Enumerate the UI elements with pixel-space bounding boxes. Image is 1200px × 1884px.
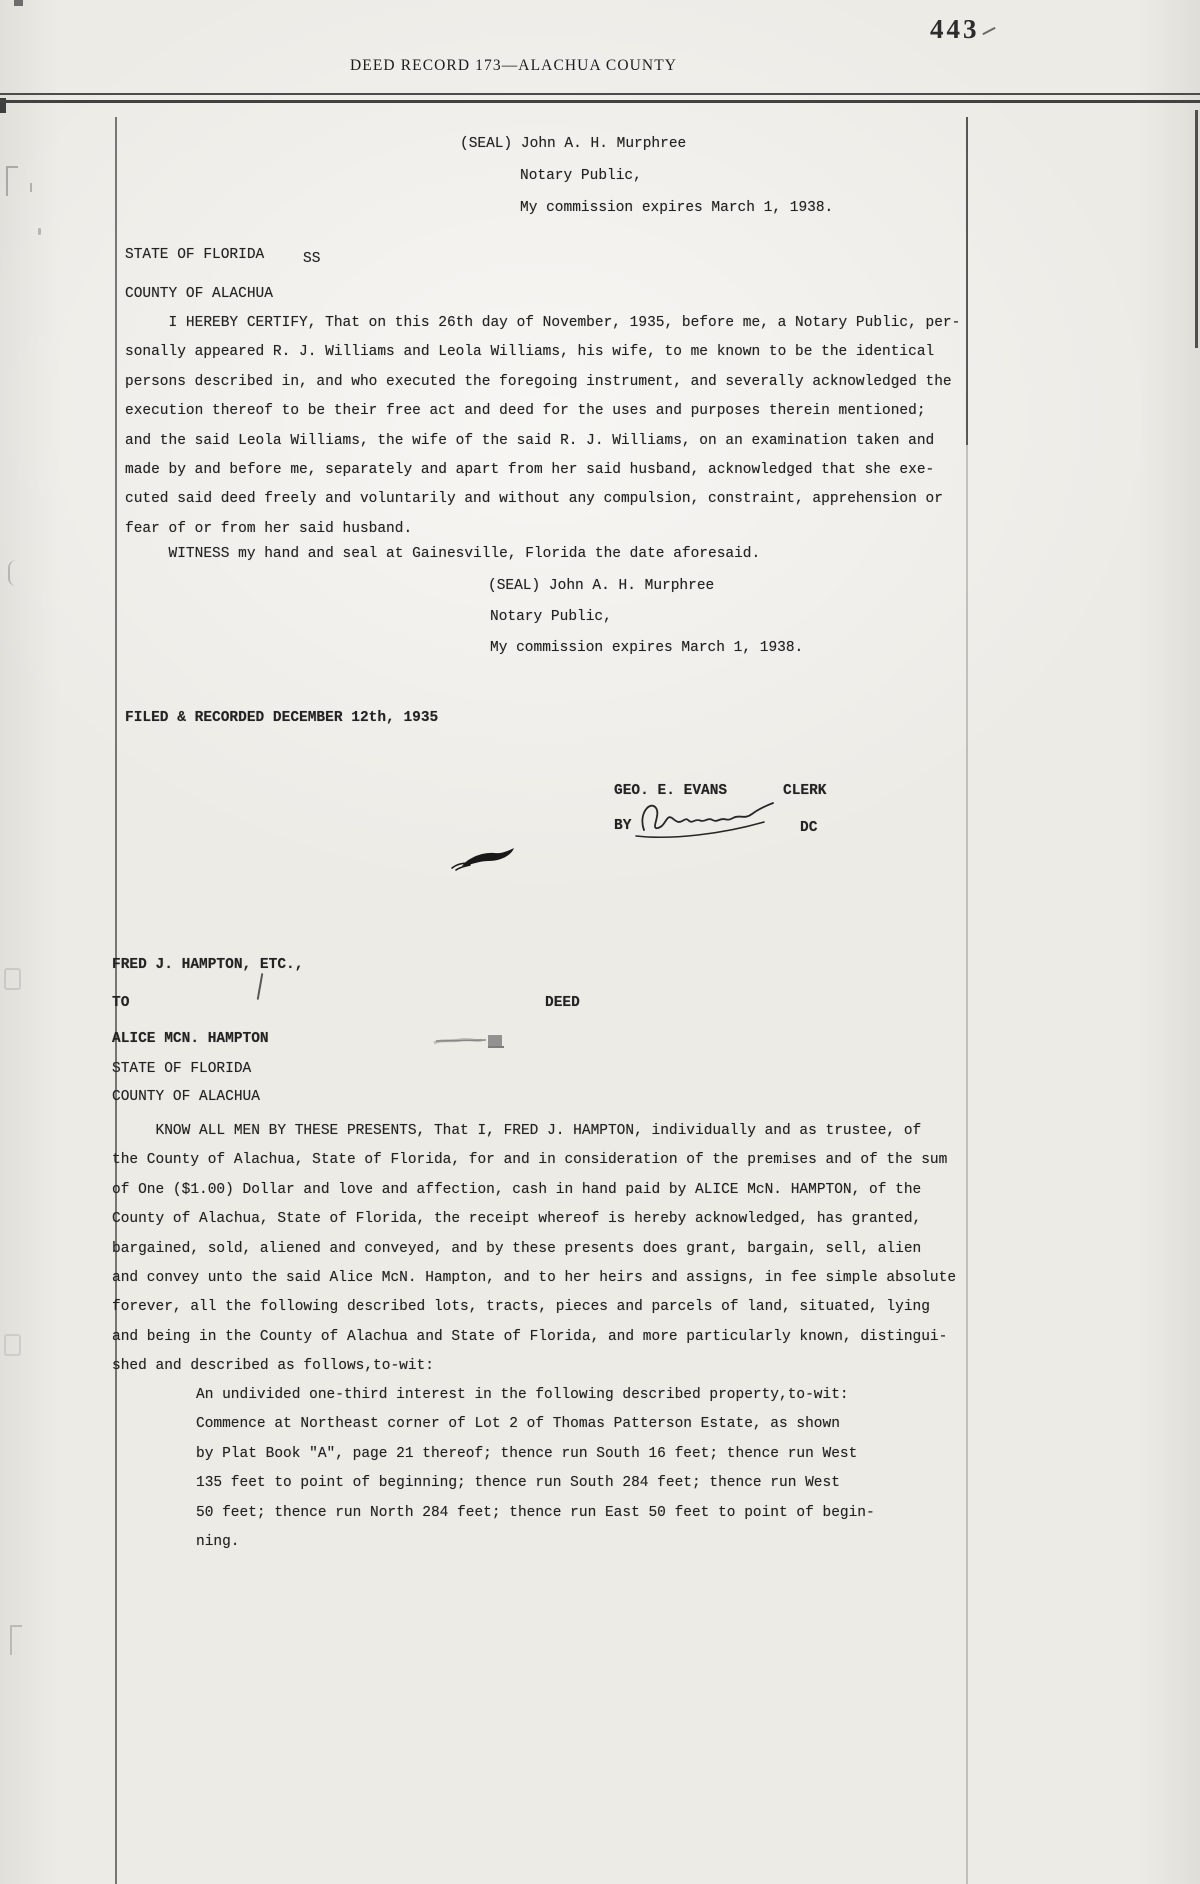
state-heading: STATE OF FLORIDA: [125, 247, 265, 263]
county-heading: COUNTY OF ALACHUA: [125, 286, 273, 302]
notary-title-line: Notary Public,: [520, 168, 642, 184]
text-line: made by and before me, separately and apart from her said husband, acknowledged that she exe-: [125, 462, 935, 479]
deed-body-paragraph: [112, 1117, 956, 1382]
by-label: BY: [614, 818, 632, 834]
scan-artifact: [14, 0, 23, 6]
grantee-name: ALICE MCN. HAMPTON: [112, 1031, 269, 1047]
document-type-label: DEED: [545, 995, 580, 1011]
clerk-signature: [632, 796, 782, 849]
text-line: and being in the County of Alachua and State of Florida, and more particularly known, distingui-: [112, 1328, 948, 1345]
notary-title-line: Notary Public,: [490, 609, 612, 625]
state-heading: STATE OF FLORIDA: [112, 1061, 252, 1077]
notary-commission-line: My commission expires March 1, 1938.: [490, 640, 804, 656]
county-heading: COUNTY OF ALACHUA: [112, 1089, 260, 1105]
notary-seal-line: (SEAL) John A. H. Murphree: [460, 136, 687, 152]
clerk-title: CLERK: [783, 783, 827, 799]
pen-mark: [257, 973, 264, 1000]
to-label: TO: [112, 995, 130, 1011]
header-rule: [0, 93, 1200, 103]
witness-line: WITNESS my hand and seal at Gainesville, Florida the date aforesaid.: [125, 546, 761, 562]
text-line: shed and described as follows,to-wit:: [112, 1358, 434, 1375]
clerk-name: GEO. E. EVANS: [614, 783, 728, 799]
filed-recorded-line: FILED & RECORDED DECEMBER 12th, 1935: [125, 710, 439, 726]
text-line: An undivided one-third interest in the following described property,to-wit:: [196, 1387, 849, 1403]
text-line: the County of Alachua, State of Florida, for and in consideration of the premises and of the sum: [112, 1152, 948, 1169]
text-line: 135 feet to point of beginning; thence run South 284 feet; thence run West: [196, 1475, 840, 1492]
text-line: and convey unto the said Alice McN. Hampton, and to her heirs and assigns, in fee simple absolute: [112, 1270, 957, 1287]
scan-artifact: [4, 1334, 21, 1356]
right-margin-line-segment: [966, 117, 968, 445]
text-line: cuted said deed freely and voluntarily and without any compulsion, constraint, apprehension or: [125, 491, 943, 508]
text-line: I HEREBY CERTIFY, That on this 26th day of November, 1935, before me, a Notary Public, per-: [125, 315, 961, 331]
text-line: and the said Leola Williams, the wife of the said R. J. Williams, on an examination taken and: [125, 432, 935, 449]
notary-commission-line: My commission expires March 1, 1938.: [520, 200, 834, 216]
text-line: fear of or from her said husband.: [125, 520, 413, 537]
scan-artifact: [38, 228, 41, 235]
text-line: Commence at Northeast corner of Lot 2 of Thomas Patterson Estate, as shown: [196, 1416, 840, 1433]
scan-artifact: [6, 166, 18, 196]
notary-seal-line: (SEAL) John A. H. Murphree: [488, 578, 715, 594]
text-line: County of Alachua, State of Florida, the receipt whereof is hereby acknowledged, has granted,: [112, 1211, 922, 1228]
scan-artifact: [4, 968, 21, 990]
ss-abbrev: SS: [303, 251, 321, 267]
text-line: persons described in, and who executed the foregoing instrument, and severally acknowledged the: [125, 373, 952, 390]
ink-smudge: [448, 844, 520, 879]
stamp-smudge: [432, 1031, 510, 1056]
page-number: 443: [930, 14, 980, 44]
acknowledgment-paragraph: [125, 309, 960, 544]
text-line: forever, all the following described lots, tracts, pieces and parcels of land, situated, lying: [112, 1299, 930, 1316]
text-line: ning.: [196, 1534, 240, 1551]
text-line: KNOW ALL MEN BY THESE PRESENTS, That I, FRED J. HAMPTON, individually and as trustee, of: [112, 1123, 922, 1139]
text-line: 50 feet; thence run North 284 feet; thence run East 50 feet to point of begin-: [196, 1504, 875, 1521]
text-line: execution thereof to be their free act and deed for the uses and purposes therein mentioned;: [125, 403, 926, 420]
text-line: of One ($1.00) Dollar and love and affection, cash in hand paid by ALICE McN. HAMPTON, of the: [112, 1181, 922, 1198]
text-line: by Plat Book "A", page 21 thereof; thence run South 16 feet; thence run West: [196, 1445, 858, 1462]
grantor-name: FRED J. HAMPTON, ETC.,: [112, 957, 304, 973]
pen-mark: [982, 27, 995, 35]
deputy-clerk-label: DC: [800, 820, 818, 836]
text-line: sonally appeared R. J. Williams and Leola Williams, his wife, to me known to be the identical: [125, 344, 935, 361]
scan-artifact: [8, 560, 18, 586]
property-description: [196, 1381, 875, 1557]
scan-artifact: [30, 183, 32, 192]
scan-artifact: [10, 1625, 22, 1655]
scan-edge-line: [1195, 110, 1198, 348]
text-line: bargained, sold, aliened and conveyed, and by these presents does grant, bargain, sell, alien: [112, 1240, 922, 1257]
page-header: DEED RECORD 173—ALACHUA COUNTY: [350, 57, 678, 74]
